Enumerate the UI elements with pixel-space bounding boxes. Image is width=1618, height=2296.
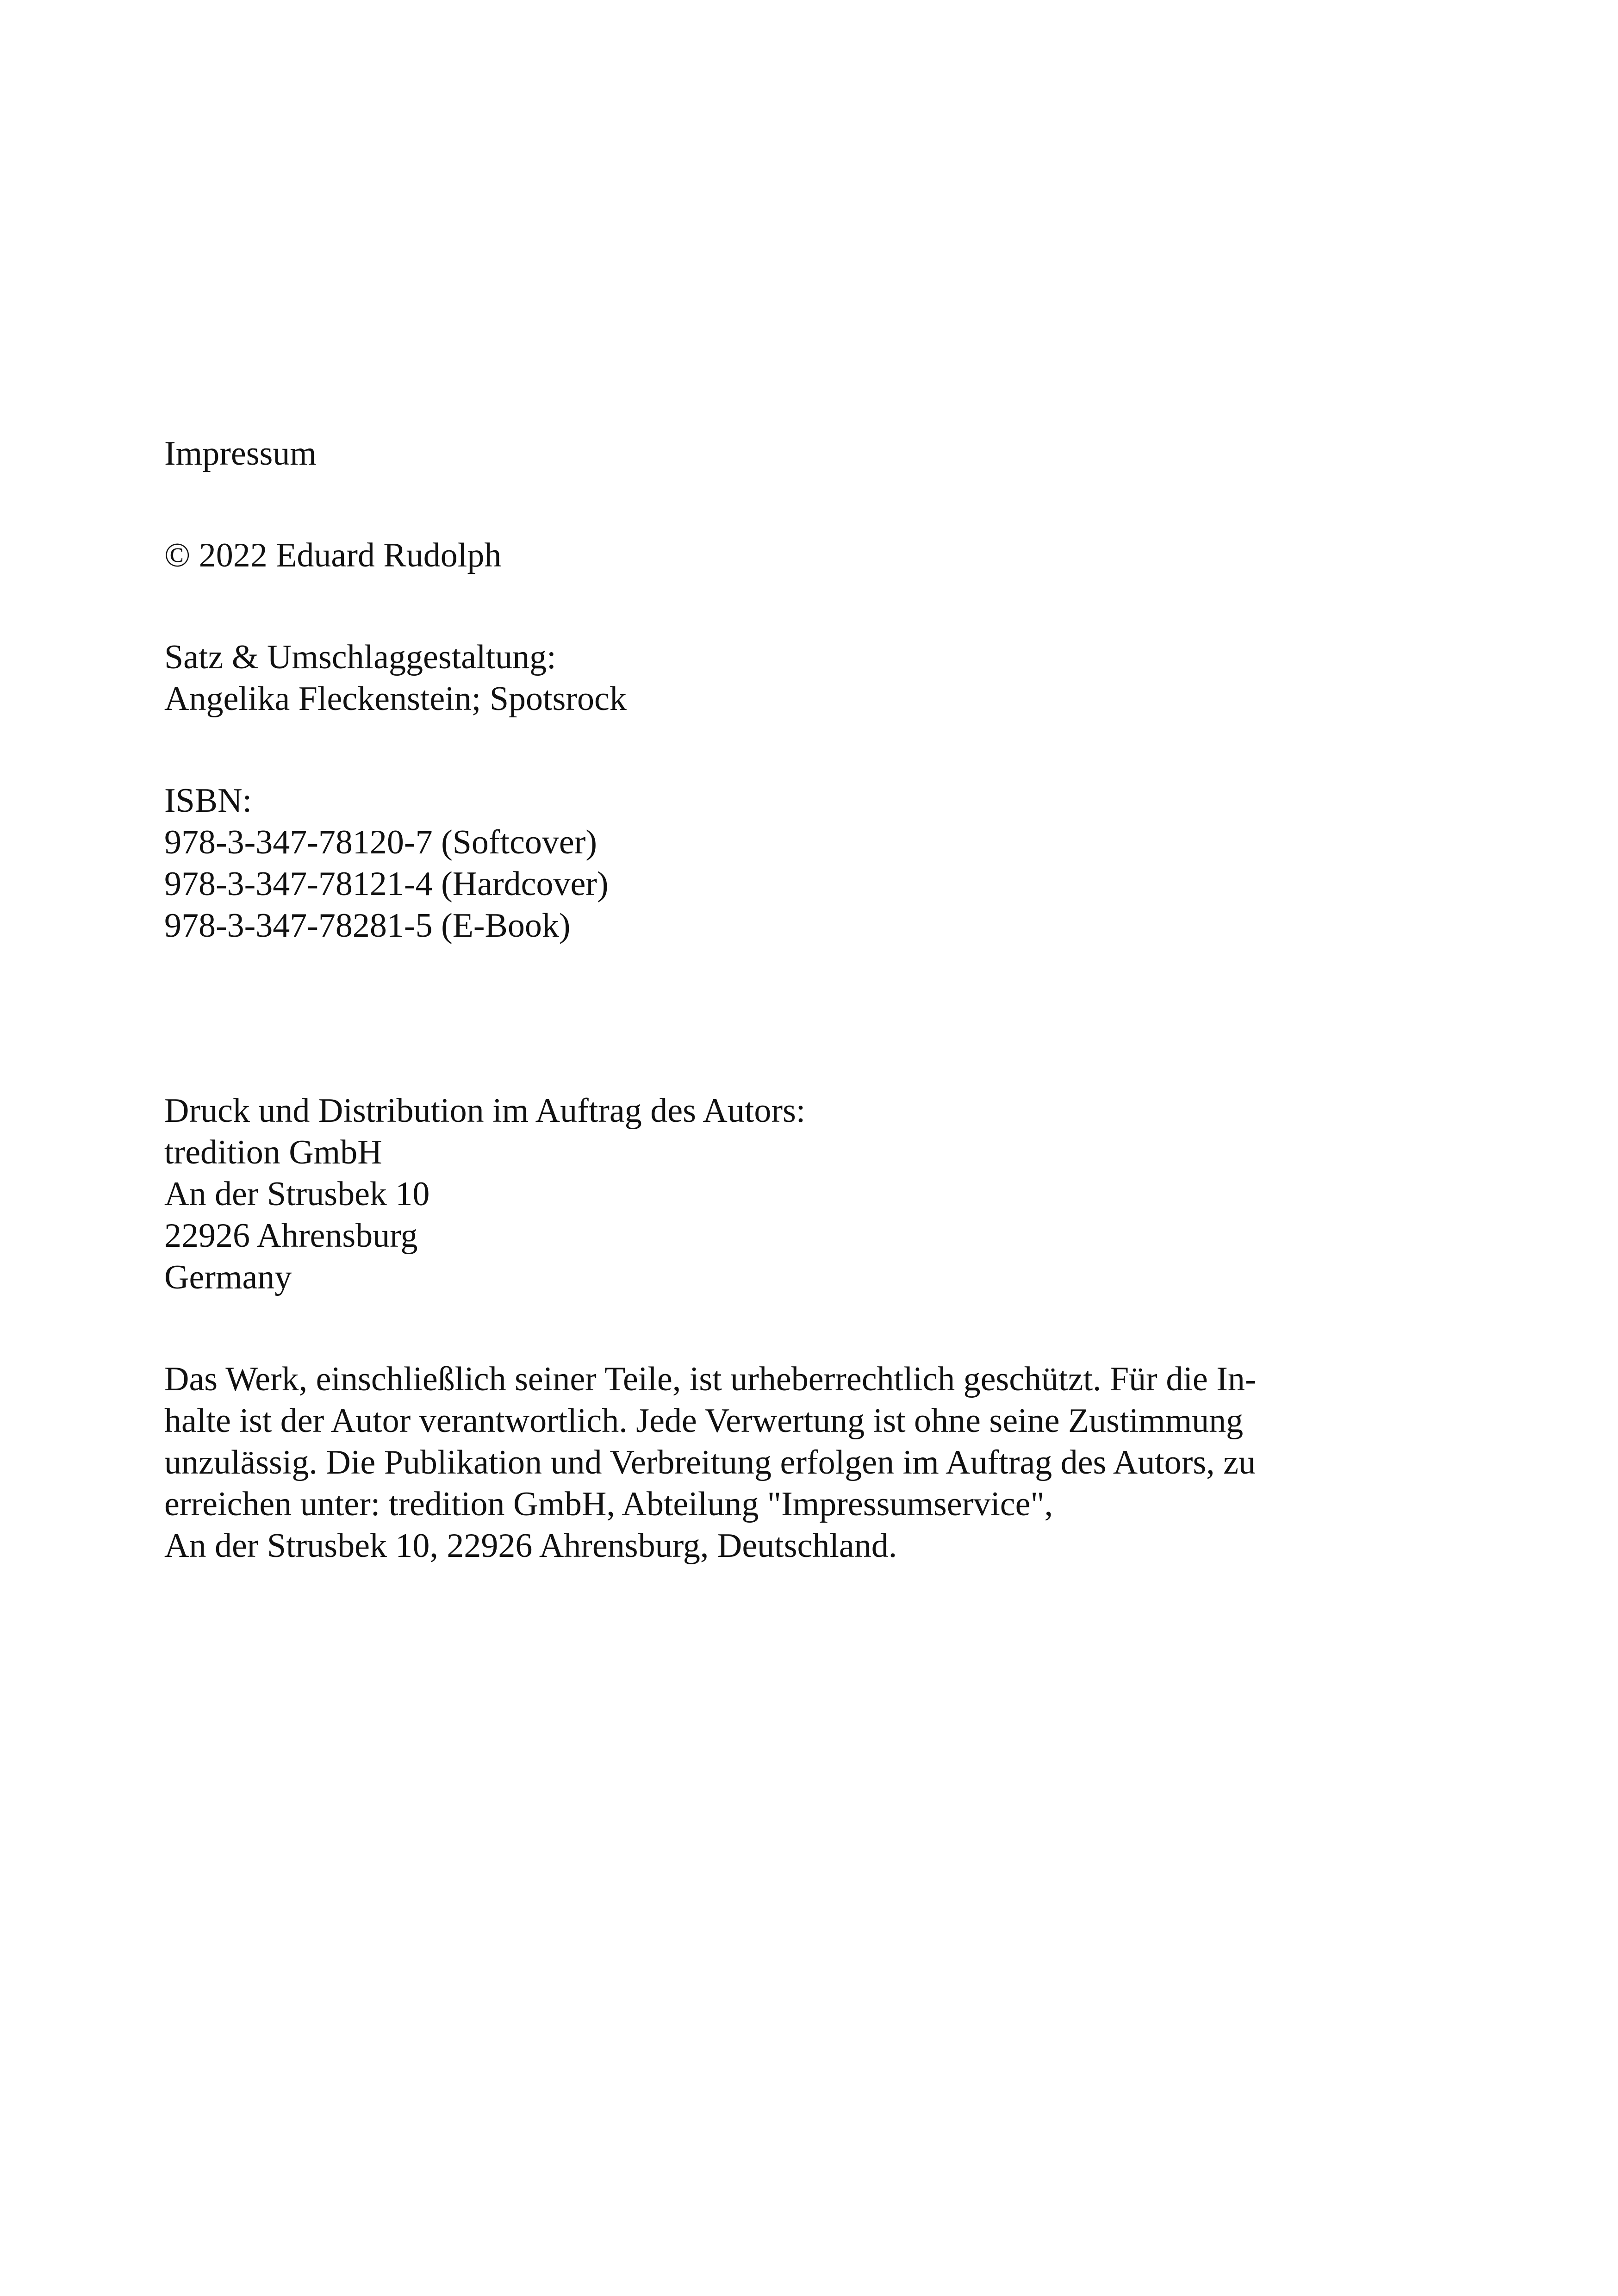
- legal-notice: [164, 1358, 1460, 1567]
- isbn-label: ISBN:: [164, 782, 252, 820]
- impressum-content: [164, 433, 1460, 1567]
- printer-country: Germany: [164, 1258, 292, 1296]
- credits-names: Angelika Fleckenstein; Spotsrock: [164, 680, 627, 718]
- isbn-softcover: 978-3-347-78120-7 (Softcover): [164, 823, 597, 861]
- impressum-heading: Impressum: [164, 435, 317, 473]
- legal-line: erreichen unter: tredition GmbH, Abteilung "Impressumservice",: [164, 1485, 1053, 1523]
- isbn-ebook: 978-3-347-78281-5 (E-Book): [164, 907, 571, 945]
- legal-line: Das Werk, einschließlich seiner Teile, ist urheberrechtlich geschützt. Für die In-: [164, 1360, 1257, 1398]
- printer-company: tredition GmbH: [164, 1133, 382, 1171]
- legal-line: unzulässig. Die Publikation und Verbreitung erfolgen im Auftrag des Autors, zu: [164, 1444, 1256, 1481]
- isbn-hardcover: 978-3-347-78121-4 (Hardcover): [164, 865, 609, 903]
- legal-line: An der Strusbek 10, 22926 Ahrensburg, Deutschland.: [164, 1527, 897, 1565]
- credits-block: [164, 636, 1460, 720]
- printer-label: Druck und Distribution im Auftrag des Autors:: [164, 1092, 806, 1130]
- isbn-block: [164, 780, 1460, 946]
- printer-city: 22926 Ahrensburg: [164, 1217, 418, 1255]
- copyright-notice: © 2022 Eduard Rudolph: [164, 536, 502, 574]
- credits-label: Satz & Umschlaggestaltung:: [164, 638, 556, 676]
- printer-street: An der Strusbek 10: [164, 1175, 430, 1213]
- legal-line: halte ist der Autor verantwortlich. Jede Verwertung ist ohne seine Zustimmung: [164, 1402, 1244, 1440]
- printer-block: [164, 1090, 1460, 1298]
